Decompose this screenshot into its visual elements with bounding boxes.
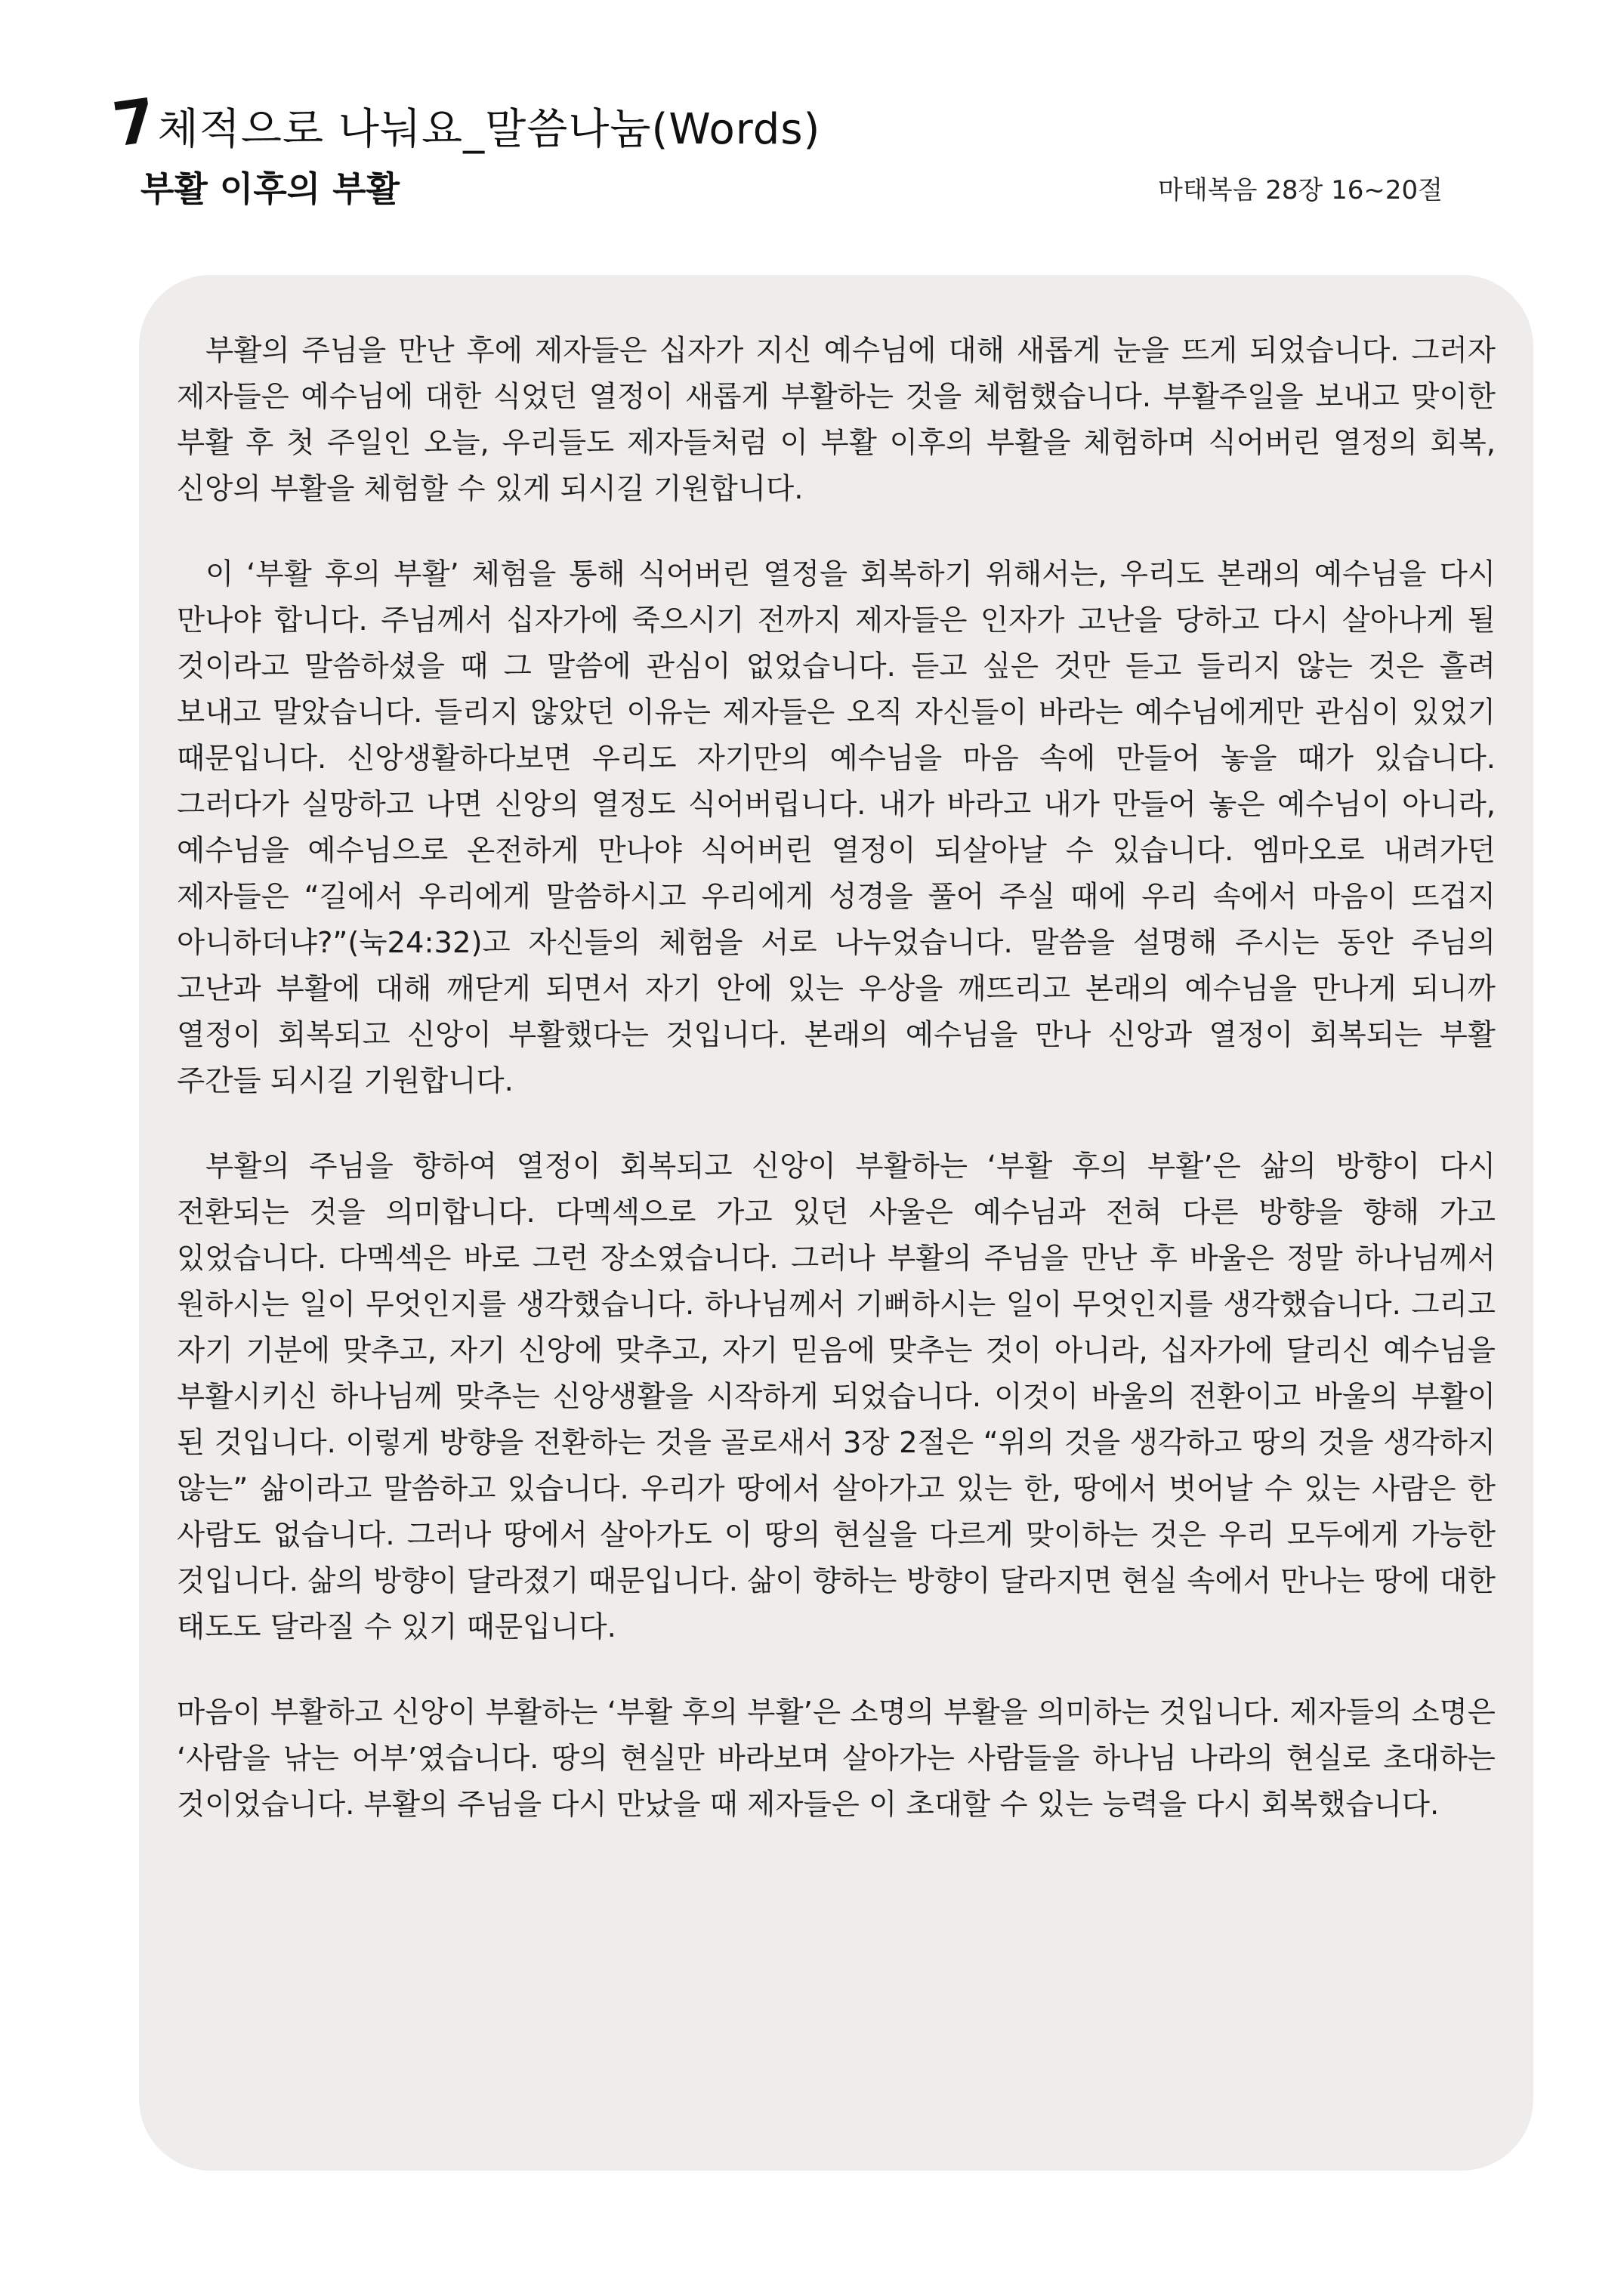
page-header-title <box>108 85 821 161</box>
header-number: 7 <box>108 85 161 161</box>
paragraph-1: 부활의 주님을 만난 후에 제자들은 십자가 지신 예수님에 대해 새롭게 눈을 뜨게 되었습니다. 그러자 제자들은 예수님에 대한 식었던 열정이 새롭게 부활하는 것을 체험했습니다. 부활주일을 보내고 맞이한 부활 후 첫 주일인 오늘, 우리들도 제자들처럼 이 부활 이후의 부활을 체험하며 식어버린 열정의 회복, 신앙의 부활을 체험할 수 있게 되시길 기원합니다. <box>177 334 1496 506</box>
scripture-reference: 마태복음 28장 16~20절 <box>1158 175 1443 205</box>
paragraph-2: 이 ‘부활 후의 부활’ 체험을 통해 식어버린 열정을 회복하기 위해서는, 우리도 본래의 예수님을 다시 만나야 합니다. 주님께서 십자가에 죽으시기 전까지 제자들은 인자가 고난을 당하고 다시 살아나게 될 것이라고 말씀하셨을 때 그 말씀에 관심이 없었습니다. 듣고 싶은 것만 듣고 들리지 않는 것은 흘려 보내고 말았습니다. 들리지 않았던 이유는 제자들은 오직 자신들이 바라는 예수님에게만 관심이 있었기 때문입니다. 신앙생활하다보면 우리도 자기만의 예수님을 마음 속에 만들어 놓을 때가 있습니다. 그러다가 실망하고 나면 신앙의 열정도 식어버립니다. 내가 바라고 내가 만들어 놓은 예수님이 아니라, 예수님을 예수님으로 온전하게 만나야 식어버린 열정이 되살아날 수 있습니다. 엠마오로 내려가던 제자들은 “길에서 우리에게 말씀하시고 우리에게 성경을 풀어 주실 때에 우리 속에서 마음이 뜨겁지 아니하더냐?”(눅24:32)고 자신들의 체험을 서로 나누었습니다. 말씀을 설명해 주시는 동안 주님의 고난과 부활에 대해 깨닫게 되면서 자기 안에 있는 우상을 깨뜨리고 본래의 예수님을 만나게 되니까 열정이 회복되고 신앙이 부활했다는 것입니다. 본래의 예수님을 만나 신앙과 열정이 회복되는 부활 주간들 되시길 기원합니다. <box>177 557 1496 1098</box>
sermon-title: 부활 이후의 부활 <box>140 168 400 209</box>
header-title-text: 체적으로 나눠요_말씀나눔(Words) <box>157 105 821 154</box>
paragraph-3: 부활의 주님을 향하여 열정이 회복되고 신앙이 부활하는 ‘부활 후의 부활’은 삶의 방향이 다시 전환되는 것을 의미합니다. 다멕섹으로 가고 있던 사울은 예수님과 전혀 다른 방향을 향해 가고 있었습니다. 다멕섹은 바로 그런 장소였습니다. 그러나 부활의 주님을 만난 후 바울은 정말 하나님께서 원하시는 일이 무엇인지를 생각했습니다. 하나님께서 기뻐하시는 일이 무엇인지를 생각했습니다. 그리고 자기 기분에 맞추고, 자기 신앙에 맞추고, 자기 믿음에 맞추는 것이 아니라, 십자가에 달리신 예수님을 부활시키신 하나님께 맞추는 신앙생활을 시작하게 되었습니다. 이것이 바울의 전환이고 바울의 부활이 된 것입니다. 이렇게 방향을 전환하는 것을 골로새서 3장 2절은 “위의 것을 생각하고 땅의 것을 생각하지 않는” 삶이라고 말씀하고 있습니다. 우리가 땅에서 살아가고 있는 한, 땅에서 벗어날 수 있는 사람은 한 사람도 없습니다. 그러나 땅에서 살아가도 이 땅의 현실을 다르게 맞이하는 것은 우리 모두에게 가능한 것입니다. 삶의 방향이 달라졌기 때문입니다. 삶이 향하는 방향이 달라지면 현실 속에서 만나는 땅에 대한 태도도 달라질 수 있기 때문입니다. <box>177 1150 1496 1644</box>
paragraph-4: 마음이 부활하고 신앙이 부활하는 ‘부활 후의 부활’은 소명의 부활을 의미하는 것입니다. 제자들의 소명은 ‘사람을 낚는 어부’였습니다. 땅의 현실만 바라보며 살아가는 사람들을 하나님 나라의 현실로 초대하는 것이었습니다. 부활의 주님을 다시 만났을 때 제자들은 이 초대할 수 있는 능력을 다시 회복했습니다. <box>177 1696 1496 1822</box>
content-box <box>139 275 1533 2171</box>
